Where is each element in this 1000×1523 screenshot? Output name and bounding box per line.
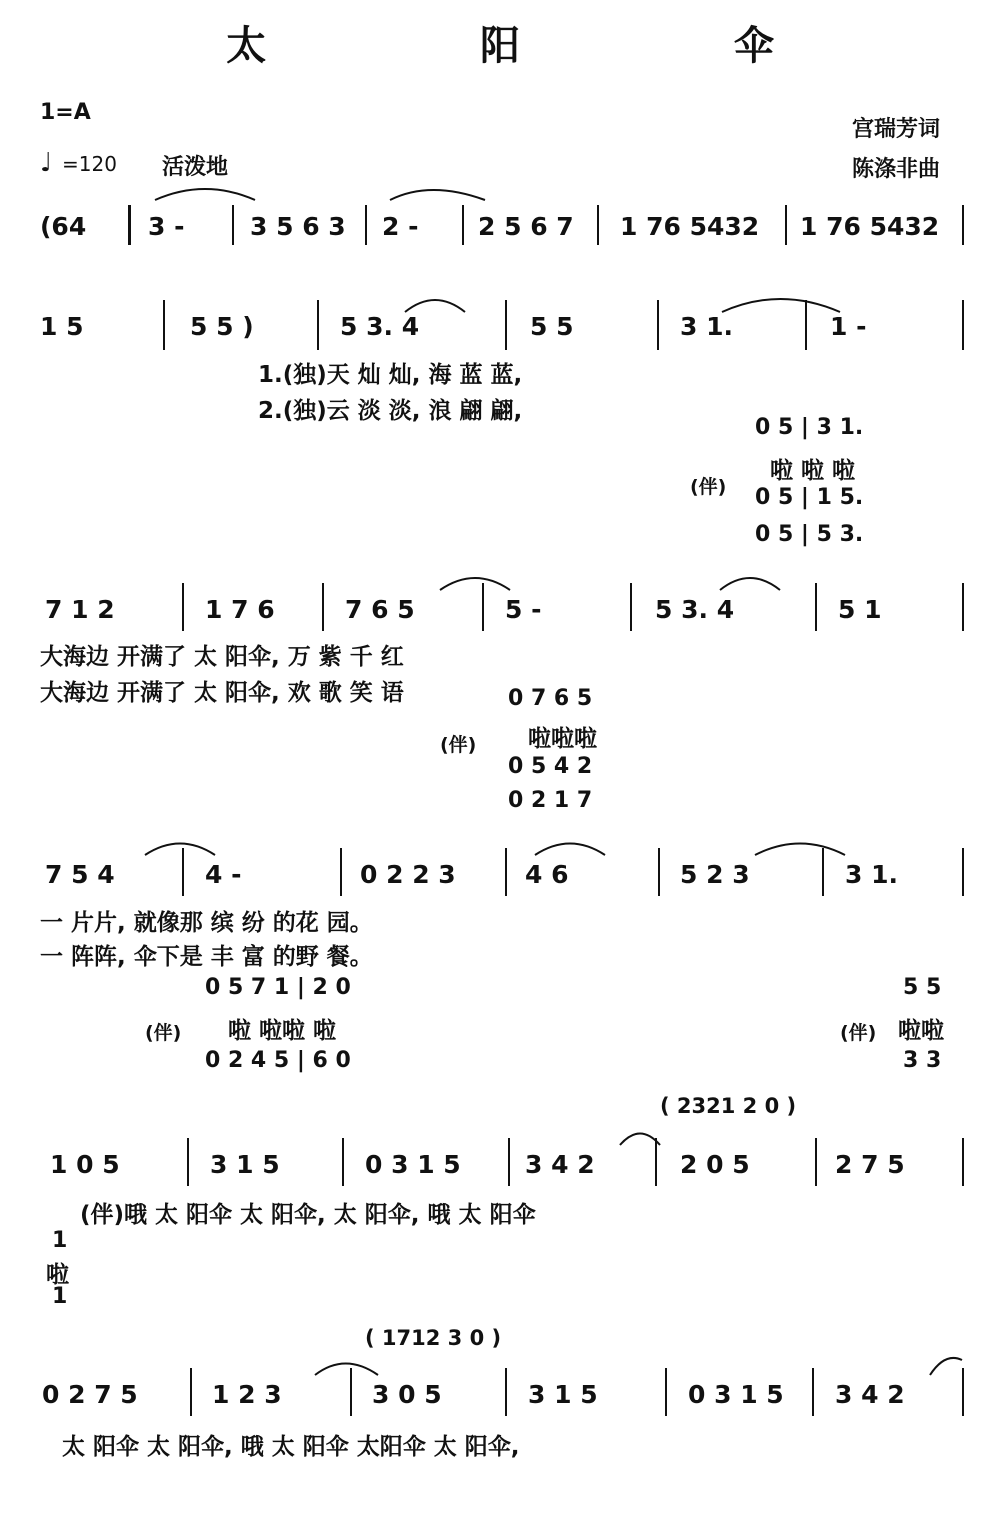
tempo-marking: =120 <box>62 152 117 176</box>
lyric-line: 一 片片, 就像那 缤 纷 的花 园。 <box>40 910 373 936</box>
measure-note: 1 - <box>830 312 867 341</box>
lyric-line: 大海边 开满了 太 阳伞, 欢 歌 笑 语 <box>40 680 404 706</box>
measure-note: 2 7 5 <box>835 1150 905 1179</box>
side-lyric: 啦 <box>46 1262 69 1288</box>
measure-note: 0 2 7 5 <box>42 1380 138 1409</box>
measure-note: 3 1. <box>845 860 898 889</box>
accompaniment-notes: 0 7 6 5 <box>508 686 593 711</box>
accompaniment-lyric: 啦啦啦 <box>528 726 597 752</box>
measure-note: 4 - <box>205 860 242 889</box>
accompaniment-notes: 0 5 | 1 5. <box>755 485 864 510</box>
accompaniment-label: (伴) <box>840 1022 877 1044</box>
accompaniment-label: (伴) <box>690 476 727 498</box>
side-note: 1 <box>52 1284 68 1309</box>
measure-note: 5 2 3 <box>680 860 750 889</box>
lyric-line: 1.(独)天 灿 灿, 海 蓝 蓝, <box>258 362 523 388</box>
measure-note: 2 - <box>382 212 419 241</box>
accompaniment-notes: 0 5 7 1 | 2 0 <box>205 975 351 1000</box>
measure-note: 1 5 <box>40 312 84 341</box>
measure-note: 5 1 <box>838 595 882 624</box>
measure-note: 5 3. 4 <box>340 312 420 341</box>
measure-note: 3 4 2 <box>835 1380 905 1409</box>
measure-note: 5 - <box>505 595 542 624</box>
accompaniment-notes: 0 5 4 2 <box>508 754 593 779</box>
lyricist-credit: 宫瑞芳词 <box>852 117 941 142</box>
accompaniment-notes: 0 5 | 3 1. <box>755 415 864 440</box>
measure-note: 3 0 5 <box>372 1380 442 1409</box>
measure-note: 5 5 <box>530 312 574 341</box>
measure-note: 1 76 5432 <box>800 212 940 241</box>
measure-note: 1 2 3 <box>212 1380 282 1409</box>
lyric-line: 2.(独)云 淡 淡, 浪 翩 翩, <box>258 398 523 424</box>
measure-note: 2 0 5 <box>680 1150 750 1179</box>
expression-marking: 活泼地 <box>162 155 229 180</box>
measure-note: 2 5 6 7 <box>478 212 574 241</box>
side-note: 1 <box>52 1228 68 1253</box>
measure-note: 7 6 5 <box>345 595 415 624</box>
lyric-line: 太 阳伞 太 阳伞, 哦 太 阳伞 太阳伞 太 阳伞, <box>62 1434 520 1460</box>
measure-note: 5 3. 4 <box>655 595 735 624</box>
accompaniment-notes: 0 2 1 7 <box>508 788 593 813</box>
ossia-notes: ( 1712 3 0 ) <box>365 1326 502 1350</box>
lyric-line: 大海边 开满了 太 阳伞, 万 紫 千 红 <box>40 644 404 670</box>
accompaniment-notes: 3 3 <box>903 1048 942 1073</box>
measure-note: 5 5 ) <box>190 312 254 341</box>
measure-note: 3 4 2 <box>525 1150 595 1179</box>
accompaniment-label: (伴) <box>145 1022 182 1044</box>
lyric-line: (伴)哦 太 阳伞 太 阳伞, 太 阳伞, 哦 太 阳伞 <box>80 1202 536 1228</box>
song-title: 太 阳 伞 <box>226 22 874 69</box>
measure-note: 1 7 6 <box>205 595 275 624</box>
measure-note: 3 1 5 <box>528 1380 598 1409</box>
quarter-note-icon: ♩ <box>40 148 53 178</box>
accompaniment-notes: 0 2 4 5 | 6 0 <box>205 1048 351 1073</box>
measure-note: 3 5 6 3 <box>250 212 346 241</box>
measure-note: 1 76 5432 <box>620 212 760 241</box>
accompaniment-lyric: 啦啦 <box>898 1018 944 1044</box>
composer-credit: 陈涤非曲 <box>852 157 941 182</box>
key-signature: 1=A <box>40 100 91 125</box>
accompaniment-lyric: 啦 啦啦 啦 <box>228 1018 337 1044</box>
measure-note: 0 3 1 5 <box>688 1380 784 1409</box>
measure-note: (64 <box>40 212 87 241</box>
measure-note: 3 1 5 <box>210 1150 280 1179</box>
measure-note: 0 2 2 3 <box>360 860 456 889</box>
measure-note: 0 3 1 5 <box>365 1150 461 1179</box>
measure-note: 3 - <box>148 212 185 241</box>
measure-note: 7 1 2 <box>45 595 115 624</box>
measure-note: 7 5 4 <box>45 860 115 889</box>
measure-note: 4 6 <box>525 860 569 889</box>
ossia-notes: ( 2321 2 0 ) <box>660 1094 797 1118</box>
accompaniment-notes: 0 5 | 5 3. <box>755 522 864 547</box>
measure-note: 1 0 5 <box>50 1150 120 1179</box>
accompaniment-label: (伴) <box>440 734 477 756</box>
accompaniment-lyric: 啦 啦 啦 <box>770 458 856 484</box>
lyric-line: 一 阵阵, 伞下是 丰 富 的野 餐。 <box>40 944 373 970</box>
measure-note: 3 1. <box>680 312 733 341</box>
accompaniment-notes: 5 5 <box>903 975 942 1000</box>
